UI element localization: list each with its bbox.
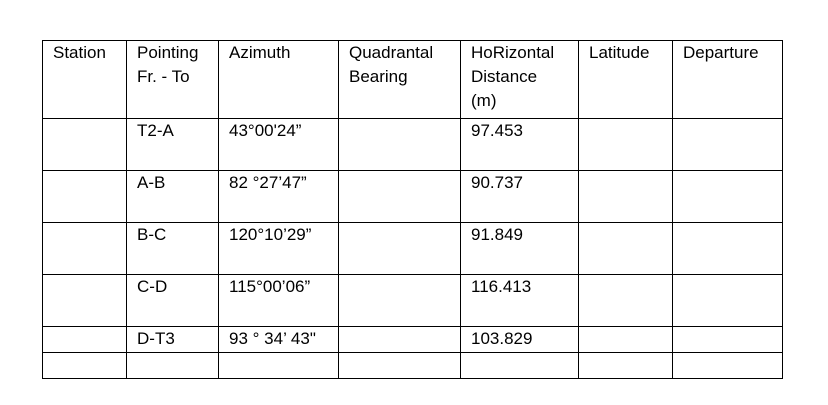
cell-pointing[interactable]: C-D — [127, 275, 219, 327]
cell-bearing[interactable] — [339, 275, 461, 327]
cell-station[interactable] — [43, 353, 127, 379]
cell-distance[interactable]: 116.413 — [461, 275, 579, 327]
cell-azimuth[interactable]: 43°00'24” — [219, 119, 339, 171]
cell-distance[interactable]: 97.453 — [461, 119, 579, 171]
header-station: Station — [43, 41, 127, 119]
table-row — [43, 223, 783, 275]
cell-station[interactable] — [43, 223, 127, 275]
cell-azimuth[interactable]: 120°10’29” — [219, 223, 339, 275]
cell-latitude[interactable] — [579, 171, 673, 223]
cell-pointing[interactable]: B-C — [127, 223, 219, 275]
cell-pointing[interactable]: D-T3 — [127, 327, 219, 353]
cell-departure[interactable] — [673, 327, 783, 353]
header-horizontal-distance: HoRizontal Distance (m) — [461, 41, 579, 119]
cell-pointing[interactable]: T2-A — [127, 119, 219, 171]
cell-bearing[interactable] — [339, 119, 461, 171]
cell-bearing[interactable] — [339, 353, 461, 379]
cell-station[interactable] — [43, 119, 127, 171]
header-pointing: Pointing Fr. - To — [127, 41, 219, 119]
table-row — [43, 171, 783, 223]
table-row — [43, 119, 783, 171]
cell-azimuth[interactable]: 82 °27’47” — [219, 171, 339, 223]
cell-station[interactable] — [43, 327, 127, 353]
cell-station[interactable] — [43, 171, 127, 223]
cell-bearing[interactable] — [339, 327, 461, 353]
cell-station[interactable] — [43, 275, 127, 327]
cell-bearing[interactable] — [339, 223, 461, 275]
cell-departure[interactable] — [673, 275, 783, 327]
header-latitude: Latitude — [579, 41, 673, 119]
cell-latitude[interactable] — [579, 275, 673, 327]
cell-pointing[interactable] — [127, 353, 219, 379]
header-row — [43, 41, 783, 119]
cell-distance[interactable]: 91.849 — [461, 223, 579, 275]
cell-latitude[interactable] — [579, 223, 673, 275]
table-row — [43, 353, 783, 379]
header-departure: Departure — [673, 41, 783, 119]
cell-distance[interactable] — [461, 353, 579, 379]
table-row — [43, 275, 783, 327]
cell-azimuth[interactable]: 115°00’06” — [219, 275, 339, 327]
cell-latitude[interactable] — [579, 327, 673, 353]
cell-distance[interactable]: 90.737 — [461, 171, 579, 223]
cell-latitude[interactable] — [579, 353, 673, 379]
cell-latitude[interactable] — [579, 119, 673, 171]
header-quadrantal-bearing: Quadrantal Bearing — [339, 41, 461, 119]
cell-distance[interactable]: 103.829 — [461, 327, 579, 353]
cell-bearing[interactable] — [339, 171, 461, 223]
cell-departure[interactable] — [673, 223, 783, 275]
cell-departure[interactable] — [673, 119, 783, 171]
header-azimuth: Azimuth — [219, 41, 339, 119]
cell-pointing[interactable]: A-B — [127, 171, 219, 223]
cell-departure[interactable] — [673, 353, 783, 379]
cell-azimuth[interactable]: 93 ° 34’ 43" — [219, 327, 339, 353]
cell-departure[interactable] — [673, 171, 783, 223]
cell-azimuth[interactable] — [219, 353, 339, 379]
traverse-table — [42, 40, 783, 379]
table-row — [43, 327, 783, 353]
